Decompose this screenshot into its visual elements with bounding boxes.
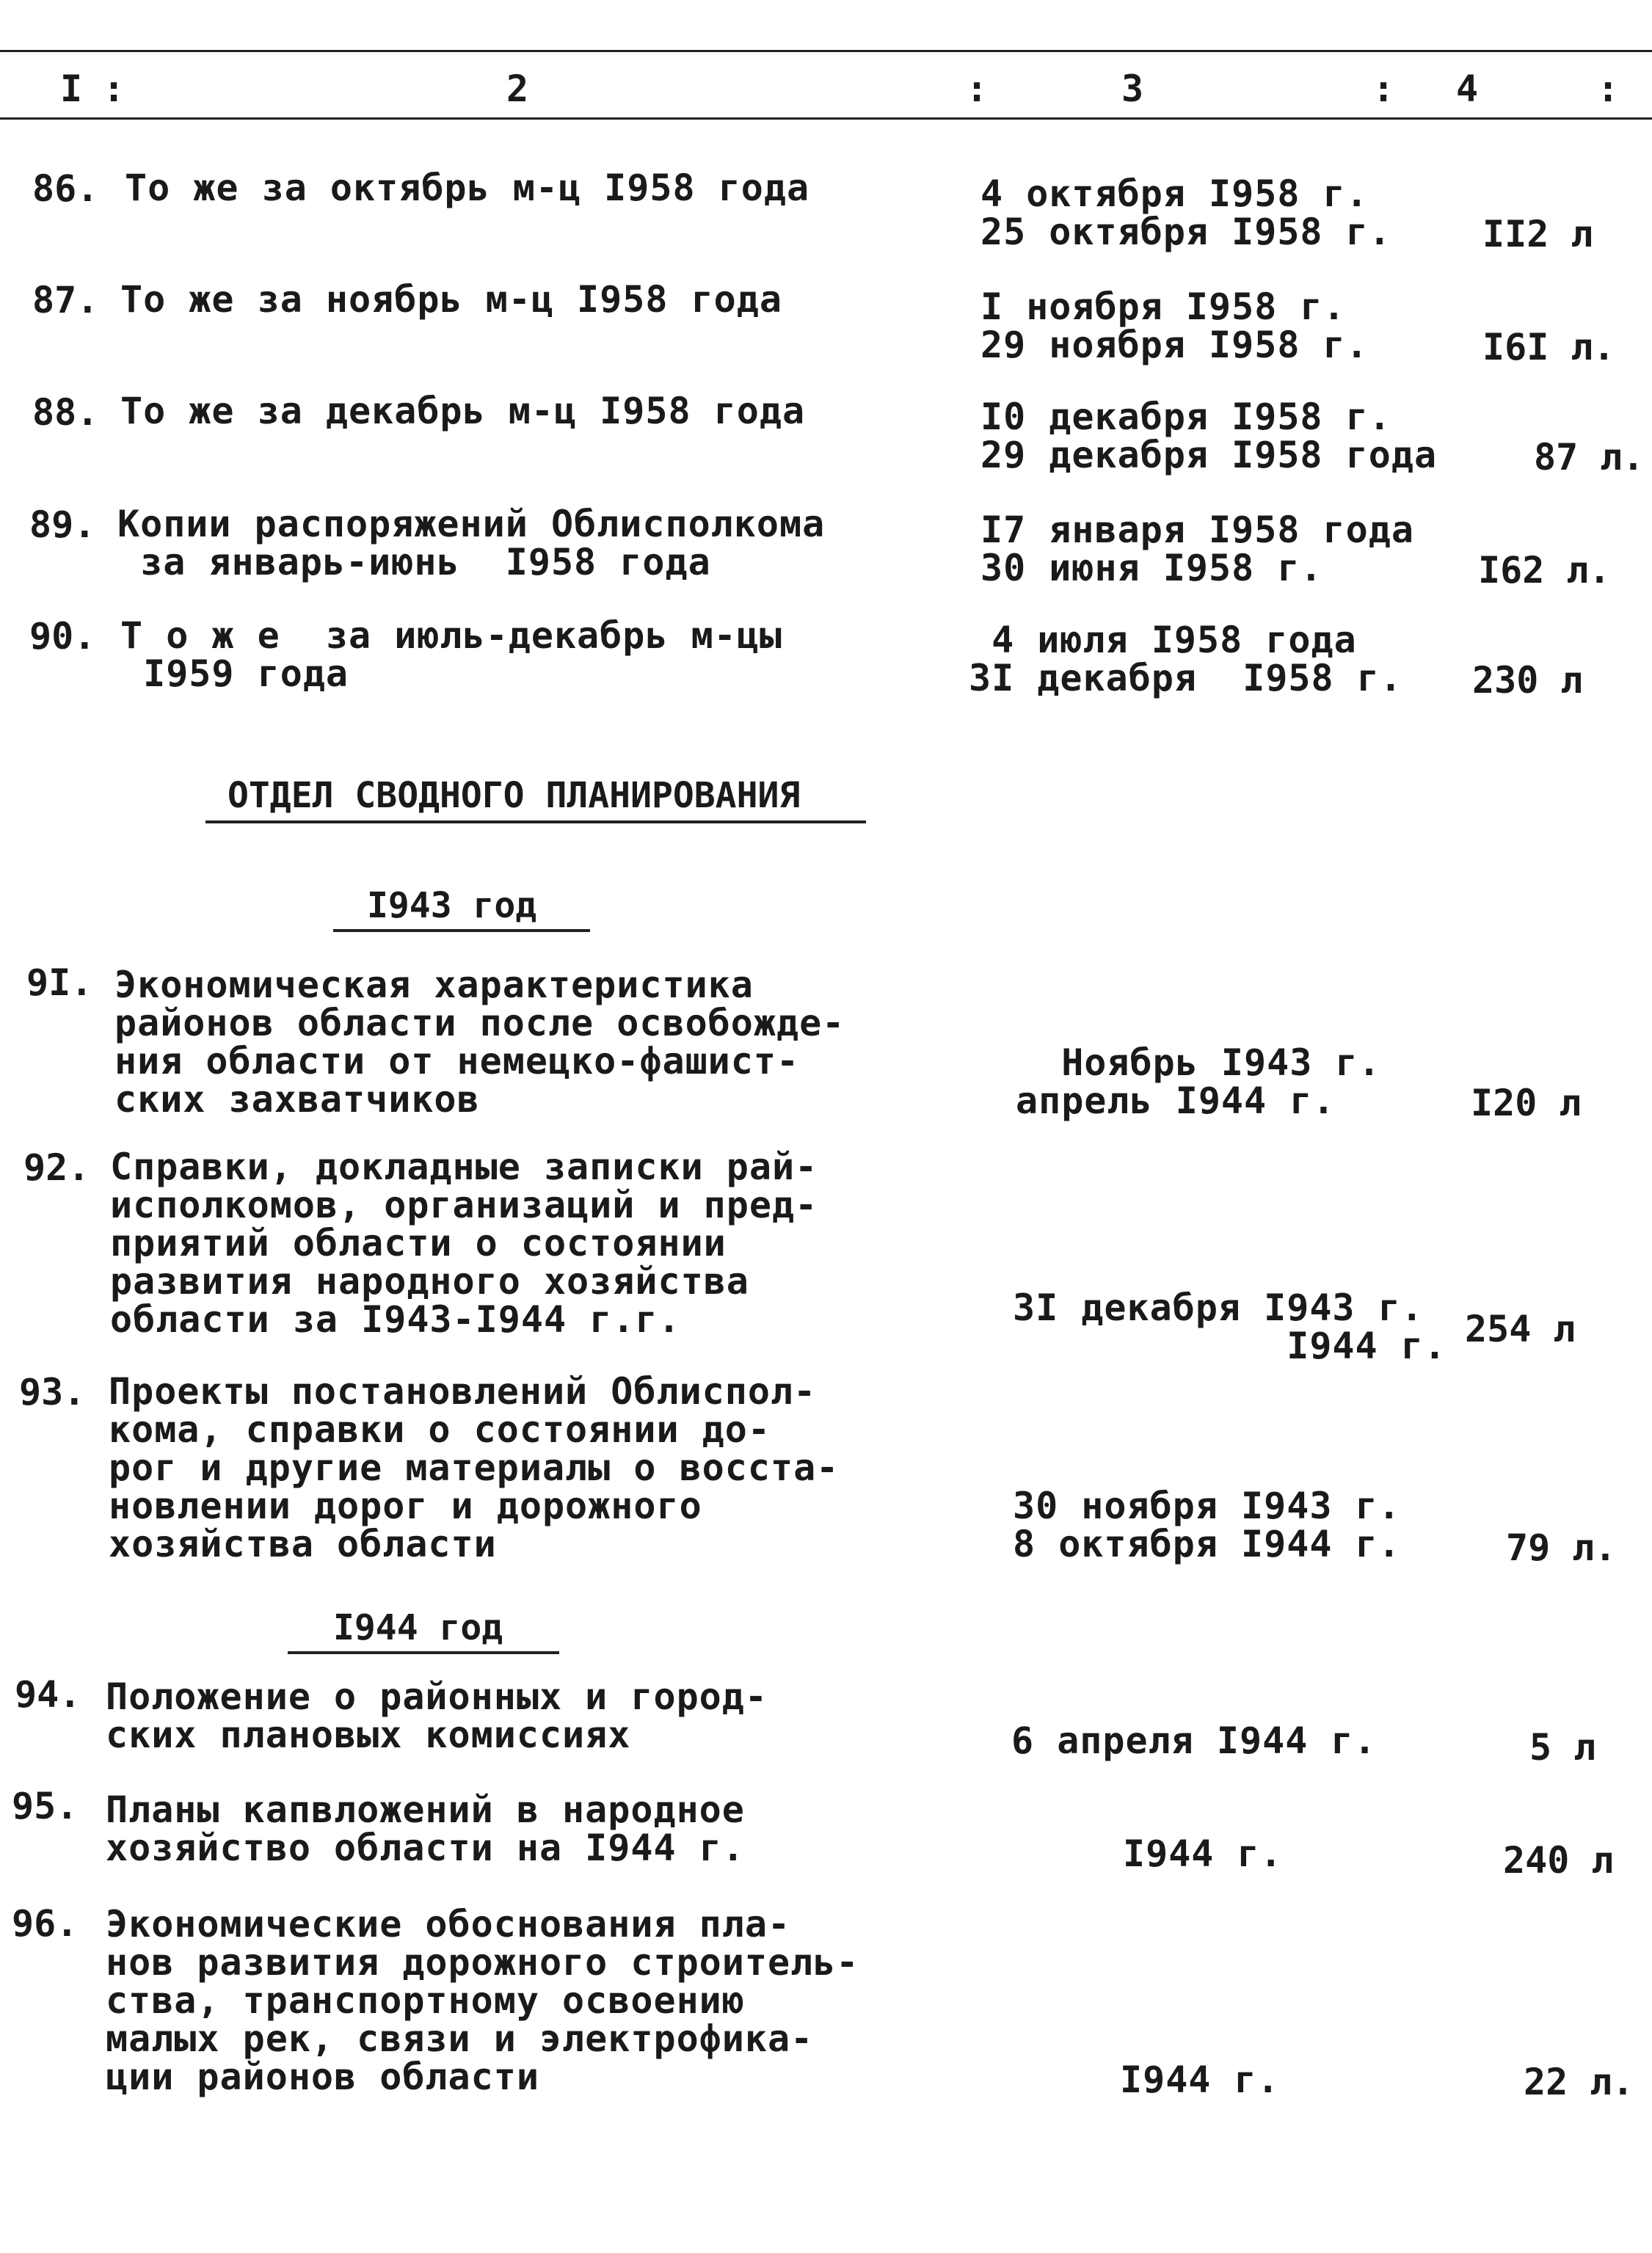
item-volume: 79 л. — [1506, 1526, 1617, 1569]
header-rule — [0, 117, 1652, 120]
item-dates: I ноября I958 г. 29 ноября I958 г. — [980, 285, 1369, 366]
item-description: Справки, докладные записки рай- исполкомов, организаций и пред- приятий области о состоянии развития народного хозяйства области за I943-I944 г.г. — [110, 1146, 818, 1341]
item-description: Экономические обоснования пла- нов развития дорожного строитель- ства, транспортному освоению малых рек, связи и электрофика- ции районов области — [106, 1903, 859, 2098]
item-description: Экономическая характеристика районов области после освобожде- ния области от немецко-фашист- ских захватчиков — [114, 964, 845, 1121]
item-volume: I6I л. — [1482, 326, 1615, 368]
item-dates: I944 г. — [1123, 1832, 1283, 1875]
header-sep-2: : — [966, 68, 989, 110]
header-sep-3: : — [1372, 68, 1395, 110]
year-heading-1944: I944 год — [333, 1607, 503, 1648]
item-description: Положение о районных и город- ских плановых комиссиях — [106, 1675, 768, 1756]
item-number: 94. — [15, 1673, 81, 1716]
year-heading-1943: I943 год — [367, 885, 537, 926]
item-dates: 4 июля I958 года 3I декабря I958 г. — [969, 619, 1402, 699]
item-number: 9I. — [26, 961, 93, 1004]
year-heading-1944-underline — [288, 1651, 559, 1654]
header-col-1: I — [60, 68, 83, 110]
item-description: Копии распоряжений Облисполкома за январь-июнь I958 года — [117, 503, 826, 583]
item-volume: 5 л — [1529, 1726, 1596, 1769]
item-number: 96. — [12, 1902, 79, 1945]
item-volume: 22 л. — [1524, 2061, 1634, 2103]
section-title: ОТДЕЛ СВОДНОГО ПЛАНИРОВАНИЯ — [228, 775, 801, 816]
item-dates: I0 декабря I958 г. 29 декабря I958 года — [980, 396, 1438, 476]
item-volume: 230 л — [1472, 659, 1583, 702]
item-dates: Ноябрь I943 г. апрель I944 г. — [1016, 1041, 1381, 1122]
item-dates: 3I декабря I943 г. I944 г. — [1013, 1286, 1447, 1367]
header-col-4: 4 — [1456, 68, 1479, 110]
item-volume: I20 л — [1471, 1082, 1582, 1124]
item-description: То же за октябрь м-ц I958 года — [125, 167, 810, 209]
item-description: Планы капвложений в народное хозяйство области на I944 г. — [106, 1788, 745, 1869]
item-volume: 87 л. — [1534, 436, 1645, 478]
header-sep-4: : — [1597, 68, 1620, 110]
item-volume: 240 л — [1503, 1839, 1614, 1882]
item-number: 90. — [29, 615, 96, 658]
header-col-2: 2 — [506, 68, 529, 110]
top-rule — [0, 50, 1652, 52]
item-volume: II2 л — [1482, 213, 1593, 255]
item-description: Проекты постановлений Облиспол- кома, справки о состоянии до- рог и другие материалы о восста- новлении дорог и дорожного хозяйства области — [109, 1370, 840, 1565]
section-title-underline — [205, 820, 866, 823]
item-description: То же за ноябрь м-ц I958 года — [120, 278, 782, 321]
item-dates: I944 г. — [1120, 2059, 1280, 2101]
item-number: 92. — [23, 1146, 90, 1189]
item-number: 93. — [19, 1371, 86, 1413]
item-number: 87. — [32, 279, 99, 321]
year-heading-1943-underline — [333, 929, 590, 932]
item-number: 86. — [32, 167, 99, 210]
item-dates: I7 января I958 года 30 июня I958 г. — [980, 509, 1414, 589]
item-number: 95. — [12, 1785, 79, 1827]
item-dates: 4 октября I958 г. 25 октября I958 г. — [980, 172, 1391, 253]
item-volume: I62 л. — [1478, 549, 1611, 592]
item-description: То же за декабрь м-ц I958 года — [120, 390, 806, 432]
header-col-3: 3 — [1121, 68, 1144, 110]
item-dates: 30 ноября I943 г. 8 октября I944 г. — [1013, 1485, 1401, 1565]
item-description: Т о ж е за июль-декабрь м-цы I959 года — [120, 614, 782, 695]
item-number: 88. — [32, 391, 99, 434]
header-sep-1: : — [103, 68, 125, 110]
item-number: 89. — [29, 503, 96, 546]
item-dates: 6 апреля I944 г. — [1011, 1719, 1377, 1762]
item-volume: 254 л — [1465, 1308, 1576, 1350]
